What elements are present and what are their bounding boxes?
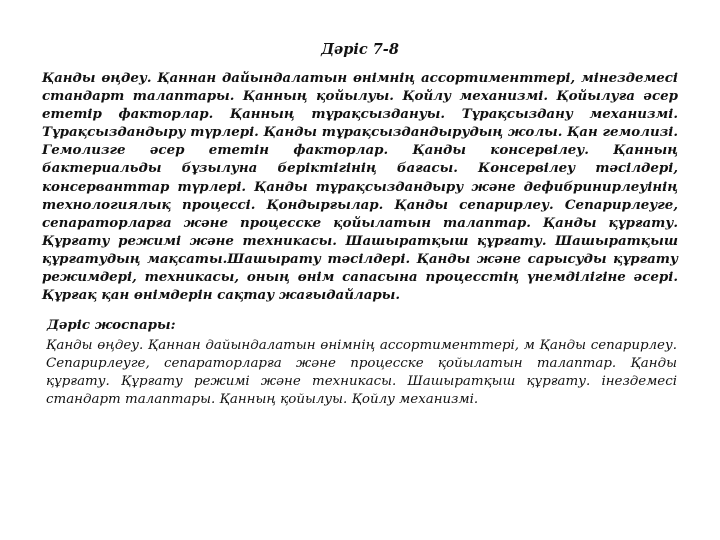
lecture-topic-paragraph: Қанды өңдеу. Қаннан дайындалатын өнімнің ассортименттері, мінездемесі стандарт талаптары. Қанның қойылуы. Қойлу механизмі. Қойылуға әсер ететір факторлар. Қанның тұрақсыздануы. Тұрақсыздану механизмі. Тұрақсыздандыру түрлері. Қанды тұрақсыздандырудың жолы. Қан гемолизі. Гемолизге әсер ететін факторлар. Қанды консервілеу. Қанның бактериальды бұзылуна беріктігінің бағасы. Консервілеу тәсілдері, консерванттар түрлері. Қанды тұрақсыздандыру және дефибринирлеуінің технологиялық процессі. Қондырғылар. Қанды сепарирлеу. Сепарирлеуге, сепараторларға және процесске қойылатын талаптар. Қанды құрғату. Құрғату режимі және техникасы. Шашыратқыш құрғату. Шашыратқыш құрғатудың мақсаты.Шашырату тәсілдері. Қанды және сарысуды құрғату режимдері, техникасы, оның өнім сапасына процесстің үнемділігіне әсері. Құрғақ қан өнімдерін сақтау жағыдайлары.	[42, 70, 678, 304]
lecture-plan-heading: Дәріс жоспары:	[47, 317, 176, 333]
lecture-title: Дәріс 7-8	[321, 41, 399, 58]
lecture-plan-paragraph: Қанды өңдеу. Қаннан дайындалатын өнімнің ассортименттері, м Қанды сепарирлеу. Сепарирлеуге, сепараторларға және процесске қойылатын талаптар. Қанды құрғату. Құрғату режимі және техникасы. Шашыратқыш құрғату. інездемесі стандарт талаптары. Қанның қойылуы. Қойлу механизмі.	[46, 338, 677, 408]
